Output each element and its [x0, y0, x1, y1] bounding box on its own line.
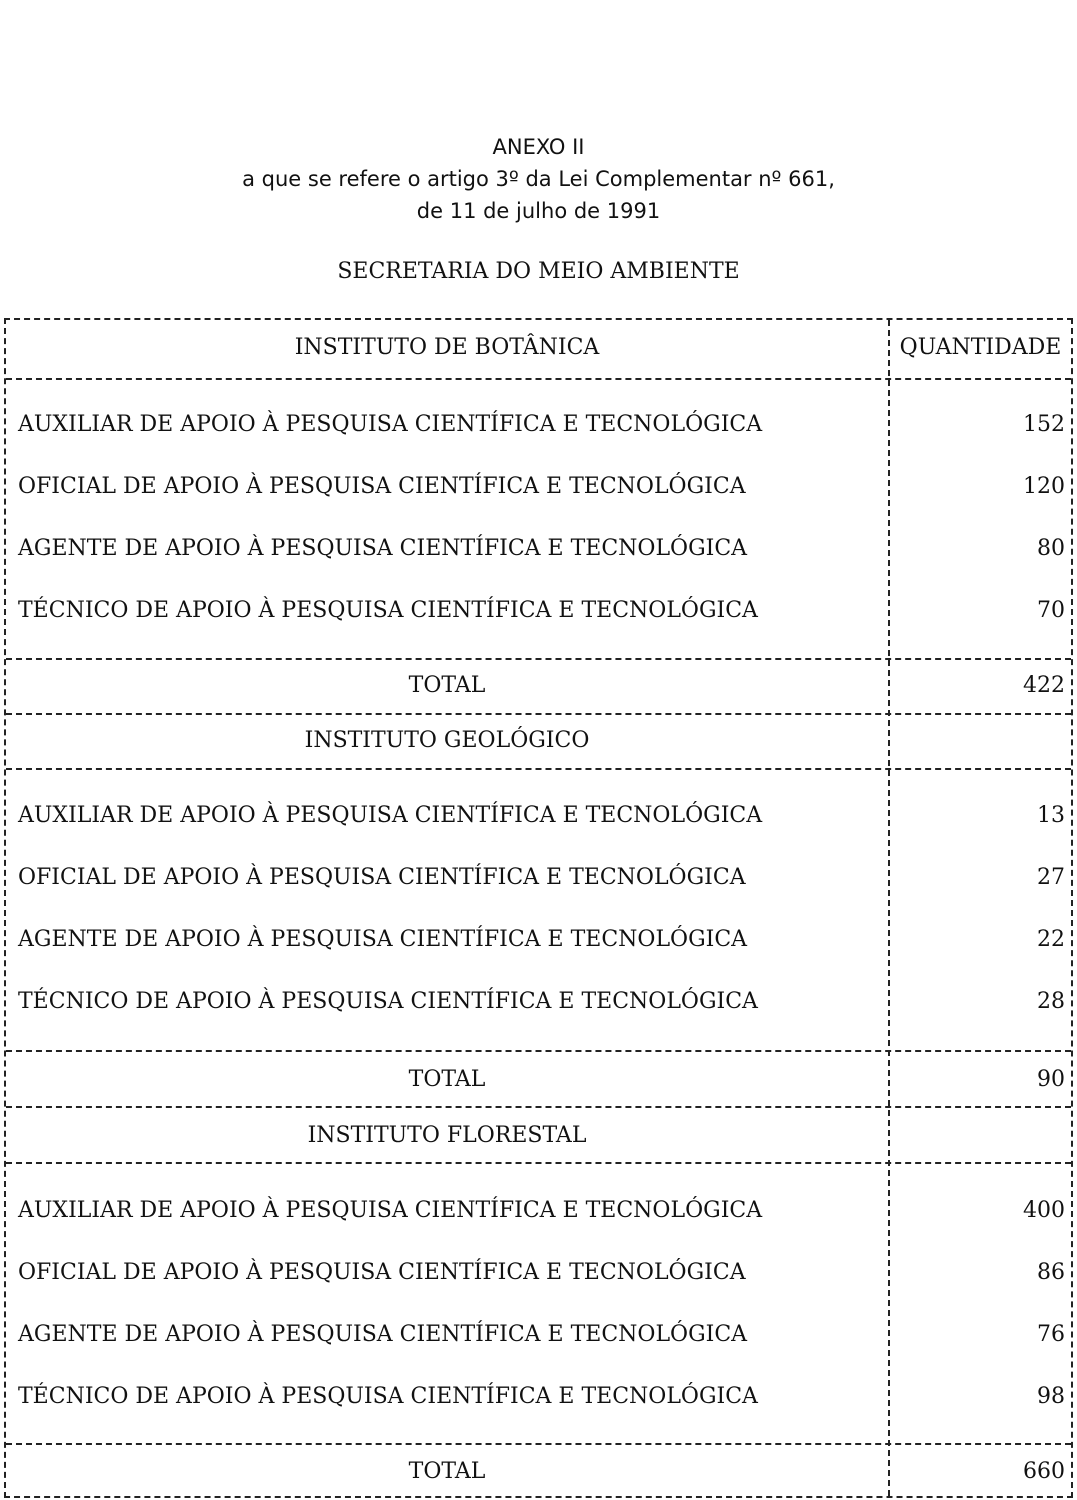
row-divider — [6, 658, 1071, 660]
section-header-geologico: INSTITUTO GEOLÓGICO — [304, 728, 590, 753]
list-item: AUXILIAR DE APOIO À PESQUISA CIENTÍFICA E TECNOLÓGICA — [18, 1198, 763, 1223]
row-divider — [6, 768, 1071, 770]
list-item: AGENTE DE APOIO À PESQUISA CIENTÍFICA E TECNOLÓGICA — [18, 927, 748, 952]
list-item: OFICIAL DE APOIO À PESQUISA CIENTÍFICA E TECNOLÓGICA — [18, 1260, 746, 1285]
quantity-column-header: QUANTIDADE — [899, 335, 1062, 360]
quantity-value: 70 — [1037, 598, 1065, 623]
list-item: TÉCNICO DE APOIO À PESQUISA CIENTÍFICA E TECNOLÓGICA — [18, 1384, 758, 1409]
quantity-value: 98 — [1037, 1384, 1065, 1409]
law-reference: a que se refere o artigo 3º da Lei Complementar nº 661, — [242, 167, 835, 191]
section-header-florestal: INSTITUTO FLORESTAL — [307, 1123, 587, 1148]
row-divider — [6, 1106, 1071, 1108]
annex-title: ANEXO II — [492, 135, 585, 159]
list-item: AGENTE DE APOIO À PESQUISA CIENTÍFICA E TECNOLÓGICA — [18, 536, 748, 561]
section-header-botanica: INSTITUTO DE BOTÂNICA — [294, 335, 600, 360]
total-label: TOTAL — [408, 1459, 486, 1484]
row-divider — [6, 713, 1071, 715]
total-value: 660 — [1023, 1459, 1065, 1484]
quantity-value: 28 — [1037, 989, 1065, 1014]
quantity-value: 80 — [1037, 536, 1065, 561]
list-item: OFICIAL DE APOIO À PESQUISA CIENTÍFICA E TECNOLÓGICA — [18, 865, 746, 890]
quantity-value: 13 — [1037, 803, 1065, 828]
positions-table — [4, 318, 1073, 1498]
row-divider — [6, 1162, 1071, 1164]
quantity-value: 400 — [1023, 1198, 1065, 1223]
total-value: 422 — [1023, 673, 1065, 698]
secretaria-title: SECRETARIA DO MEIO AMBIENTE — [337, 259, 740, 284]
row-divider — [6, 1443, 1071, 1445]
total-value: 90 — [1037, 1067, 1065, 1092]
list-item: OFICIAL DE APOIO À PESQUISA CIENTÍFICA E TECNOLÓGICA — [18, 474, 746, 499]
row-divider — [6, 1050, 1071, 1052]
quantity-value: 120 — [1023, 474, 1065, 499]
total-label: TOTAL — [408, 673, 486, 698]
list-item: TÉCNICO DE APOIO À PESQUISA CIENTÍFICA E TECNOLÓGICA — [18, 598, 758, 623]
law-date: de 11 de julho de 1991 — [416, 199, 661, 223]
quantity-value: 27 — [1037, 865, 1065, 890]
quantity-value: 152 — [1023, 412, 1065, 437]
list-item: AGENTE DE APOIO À PESQUISA CIENTÍFICA E TECNOLÓGICA — [18, 1322, 748, 1347]
list-item: TÉCNICO DE APOIO À PESQUISA CIENTÍFICA E TECNOLÓGICA — [18, 989, 758, 1014]
row-divider — [6, 378, 1071, 380]
list-item: AUXILIAR DE APOIO À PESQUISA CIENTÍFICA E TECNOLÓGICA — [18, 412, 763, 437]
quantity-value: 86 — [1037, 1260, 1065, 1285]
list-item: AUXILIAR DE APOIO À PESQUISA CIENTÍFICA E TECNOLÓGICA — [18, 803, 763, 828]
document-heading — [0, 131, 1077, 227]
total-label: TOTAL — [408, 1067, 486, 1092]
quantity-value: 76 — [1037, 1322, 1065, 1347]
quantity-value: 22 — [1037, 927, 1065, 952]
